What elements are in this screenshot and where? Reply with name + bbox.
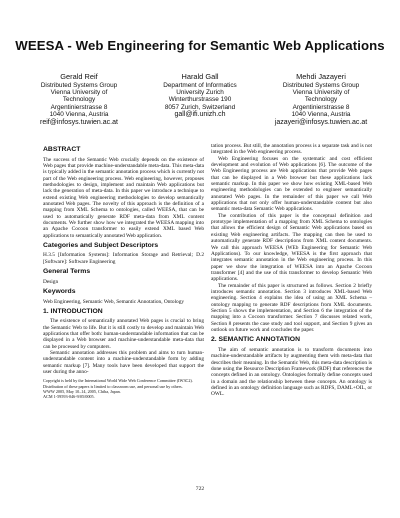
author-2 (141, 73, 259, 126)
author-affiliation-line: Vienna University of (292, 89, 350, 96)
body-paragraph: Web Engineering focuses on the systematic and cost efficient development and evolution of Web applications [6]. The outcome of the Web Engineering process are Web applications that provide Web pages that can be displayed in a Web browser but these applications lack semantic markup. In this paper we show how existing XML-based Web engineering methodologies can be extended to engineer semantically annotated Web pages. In the remainder of this paper we call Web applications that not only offer human-understandable content but also semantic meta-data Semantic Web applications. (211, 155, 372, 213)
author-affiliation-line: 8057 Zurich, Switzerland (164, 103, 236, 111)
keywords-text: Web Engineering, Semantic Web, Semantic Annotation, Ontology (43, 298, 185, 305)
page-number: 722 (195, 486, 205, 492)
paper-title: WEESA - Web Engineering for Semantic Web Applications (15, 38, 385, 53)
author-block (20, 73, 380, 126)
introduction-paragraph: The existence of semantically annotated Web pages is crucial to bring the Semantic Web to life. But it is still costly to develop and maintain Web applications that offer both: human-understandable information that can be displayed in a Web browser and machine-understandable meta-data that can be processed by computers. (43, 318, 204, 350)
author-1 (20, 73, 138, 126)
author-email: jazayeri@infosys.tuwien.ac.at (274, 118, 368, 126)
right-column (211, 143, 372, 398)
abstract-text: The success of the Semantic Web crucially depends on the existence of Web pages that provide machine-understandable meta-data. This meta-data is typically added in the semantic annotation process which is currently not part of the Web engineering process. Web engineering, however, proposes methodologies to design, implement and maintain Web applications but lack the generation of meta-data. In this paper we introduce a technique to extend existing Web engineering methodologies to develop semantically annotated Web pages. The novelty of this approach is the definition of a mapping from XML Schema to ontologies, called WEESA, that can be used to automatically generate RDF meta-data from XML content documents. We further show how we integrated the WEESA mapping into an Apache Cocoon transformer to easily extend XML based Web applications to semantically annotated Web application. (43, 156, 204, 239)
author-affiliation-line: Technology (304, 96, 338, 104)
author-3 (262, 73, 380, 126)
author-affiliation-line: Argentinierstrasse 8 (292, 103, 350, 111)
author-email: reif@infosys.tuwien.ac.at (40, 118, 118, 126)
author-email: gall@ifi.unizh.ch (174, 111, 226, 119)
categories-text: H.3.5 [Information Systems]: Information Storage and Retrieval; D.2 [Software]: Software Engineering (43, 252, 204, 265)
abstract-heading: ABSTRACT (43, 146, 81, 153)
author-affiliation-line: 1040 Vienna, Austria (291, 111, 351, 119)
general-terms-text: Design (43, 278, 59, 285)
copyright-footnote: Copyright is held by the International World Wide Web Conference Committee (IW3C2). Distribution of these papers is limited to classroom use, and personal use by others. WWW 2005, May 10–14, 2005, Chiba, Japan. ACM 1-59593-046-9/05/0005. (43, 378, 193, 399)
author-affiliation-line: Vienna University of (50, 89, 108, 96)
author-name: Harald Gall (181, 72, 219, 81)
author-affiliation-line: University Zurich (176, 89, 224, 96)
categories-heading: Categories and Subject Descriptors (43, 241, 159, 249)
author-affiliation-line: Distributed Systems Group (282, 81, 360, 89)
introduction-paragraph: Semantic annotation addresses this problem and aims to turn human-understandable content into a machine-understandable form by adding semantic markup [7]. Many tools have been developed that support the user during the anno- (43, 350, 204, 376)
author-name: Mehdi Jazayeri (296, 72, 346, 81)
author-affiliation-line: Winterthurstrasse 190 (168, 96, 232, 104)
body-paragraph: The aim of semantic annotation is to transform documents into machine-understandable artifacts by augmenting them with meta-data that describes their meaning. In the Semantic Web, this meta-data description is done using the Resource Description Framework (RDF) that references the concepts defined in an ontology. Ontologies formally define concepts used in a domain and the relationship between these concepts. An ontology is defined in an ontology definition language such as RDFS, DAML+OIL, or OWL. (211, 346, 372, 398)
general-terms-heading: General Terms (43, 268, 91, 276)
introduction-heading: 1. INTRODUCTION (43, 307, 103, 315)
left-column (43, 143, 204, 399)
author-affiliation-line: 1040 Vienna, Austria (49, 111, 109, 119)
section-2-heading: 2. SEMANTIC ANNOTATION (211, 336, 300, 344)
keywords-heading: Keywords (43, 288, 76, 295)
author-affiliation-line: Argentinierstrasse 8 (50, 103, 108, 111)
body-paragraph: tation process. But still, the annotation process is a separate task and is not integrated in the Web engineering process. (211, 143, 372, 156)
author-affiliation-line: Technology (62, 96, 96, 104)
author-name: Gerald Reif (60, 72, 98, 81)
author-affiliation-line: Department of Informatics (163, 81, 237, 89)
body-paragraph: The contribution of this paper is the conceptual definition and prototype implementation of a mapping from XML Schema to ontologies that allows the efficient design of Semantic Web applications based on existing Web engineering artifacts. The mapping can then be used to automatically generate RDF descriptions from XML content documents. We call this approach WEESA (WEb Engineering for Semantic Web Applications). To our knowledge, WEESA is the first approach that integrates semantic annotation in the Web engineering process. In this paper we show the integration of WEESA into an Apache Cocoon transformer [4] and the use of this transformer to develop Semantic Web applications. (211, 212, 372, 283)
body-paragraph: The remainder of this paper is structured as follows. Section 2 briefly introduces semantic annotation. Section 3 introduces XML-based Web engineering. Section 4 explains the idea of using an XML Schema – ontology mapping to generate RDF descriptions from XML documents. Section 5 shows the implementation, and Section 6 the integration of the mapping into a Cocoon transformer. Section 7 discusses related work, Section 8 presents the case study and tool support, and Section 9 gives an outlook on future work and concludes the paper. (211, 282, 372, 333)
author-affiliation-line: Distributed Systems Group (40, 81, 118, 89)
